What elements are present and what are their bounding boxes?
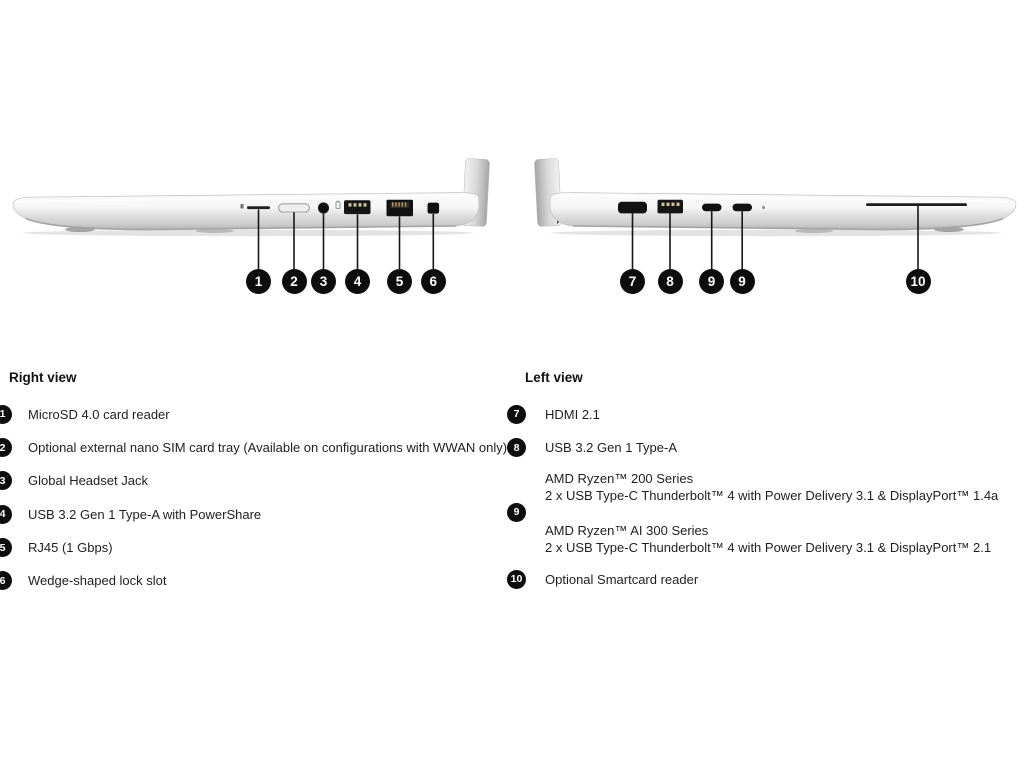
- legend-label-3: Global Headset Jack: [28, 473, 148, 488]
- legend-label-5: RJ45 (1 Gbps): [28, 540, 113, 555]
- legend-label-4: USB 3.2 Gen 1 Type-A with PowerShare: [28, 506, 262, 522]
- legend-item-7: [507, 405, 1007, 424]
- left-view-laptop-illustration: [512, 0, 1024, 310]
- sd-card-icon: [241, 204, 244, 209]
- legend-item-2: [0, 438, 508, 457]
- status-led: [762, 206, 765, 209]
- legend-badge-4: 4: [0, 505, 12, 524]
- callout-badge-9a: 9: [699, 269, 724, 294]
- smartcard-slot: [866, 203, 967, 206]
- callout-badge-9b: 9: [730, 269, 755, 294]
- legend-label-10: Optional Smartcard reader: [545, 571, 699, 587]
- legend-item-6: [0, 571, 500, 590]
- legend-badge-7: 7: [507, 405, 526, 424]
- callout-badge-1: 1: [246, 269, 271, 294]
- legend-label-2: Optional external nano SIM card tray (Available on configurations with WWAN only): [28, 440, 508, 455]
- right-view-laptop-illustration: [0, 0, 512, 310]
- right-view-heading: Right view: [9, 370, 77, 385]
- legend-badge-10: 10: [507, 570, 526, 589]
- hdmi-port: [618, 202, 647, 214]
- callout-badge-4: 4: [345, 269, 370, 294]
- callout-badge-6: 6: [421, 269, 446, 294]
- item9-variant-b-detail: 2 x USB Type-C Thunderbolt™ 4 with Power Delivery 3.1 & DisplayPort™ 2.1: [545, 539, 992, 555]
- item9-variant-a-detail: 2 x USB Type-C Thunderbolt™ 4 with Power Delivery 3.1 & DisplayPort™ 1.4a: [545, 488, 999, 503]
- left-view-laptop-figure: [512, 0, 1024, 310]
- legend-badge-9: 9: [507, 503, 526, 522]
- legend-badge-1: 1: [0, 405, 12, 424]
- legend-badge-8: 8: [507, 438, 526, 457]
- lock-slot: [428, 203, 440, 214]
- item9-variant-a-title: AMD Ryzen™ 200 Series: [545, 471, 694, 486]
- callout-badge-8: 8: [658, 269, 683, 294]
- laptop-shadow: [551, 230, 1001, 236]
- legend-badge-6: 6: [0, 571, 12, 590]
- left-view-heading: Left view: [525, 370, 583, 385]
- legend-item-3: [0, 471, 500, 490]
- usb-c-port-1: [702, 204, 722, 212]
- sim-tray: [279, 204, 310, 212]
- legend-item-4: [0, 505, 500, 524]
- callout-badge-10: 10: [906, 269, 931, 294]
- legend-label-8: USB 3.2 Gen 1 Type-A: [545, 440, 677, 455]
- callout-badge-3: 3: [311, 269, 336, 294]
- callout-badge-7: 7: [620, 269, 645, 294]
- rj45-port: [387, 200, 414, 216]
- legend-badge-2: 2: [0, 438, 12, 457]
- item9-variant-b-title: AMD Ryzen™ AI 300 Series: [545, 522, 709, 538]
- callout-badge-2: 2: [282, 269, 307, 294]
- legend-label-1: MicroSD 4.0 card reader: [28, 406, 170, 422]
- legend-label-7: HDMI 2.1: [545, 406, 600, 422]
- right-view-laptop-figure: [0, 0, 512, 310]
- usb-c-port-2: [733, 204, 753, 212]
- legend-item-5: [0, 538, 500, 557]
- legend-label-6: Wedge-shaped lock slot: [28, 573, 167, 588]
- legend-item-8: [507, 438, 1007, 457]
- usb-a-port: [344, 200, 371, 214]
- legend-badge-5: 5: [0, 538, 12, 557]
- legend-item-1: [0, 405, 500, 424]
- microsd-slot: [247, 206, 270, 209]
- headset-jack: [318, 203, 329, 214]
- legend-badge-3: 3: [0, 471, 12, 490]
- legend-item-10: [507, 570, 1007, 589]
- usb-a-port: [658, 200, 684, 214]
- callout-badge-5: 5: [387, 269, 412, 294]
